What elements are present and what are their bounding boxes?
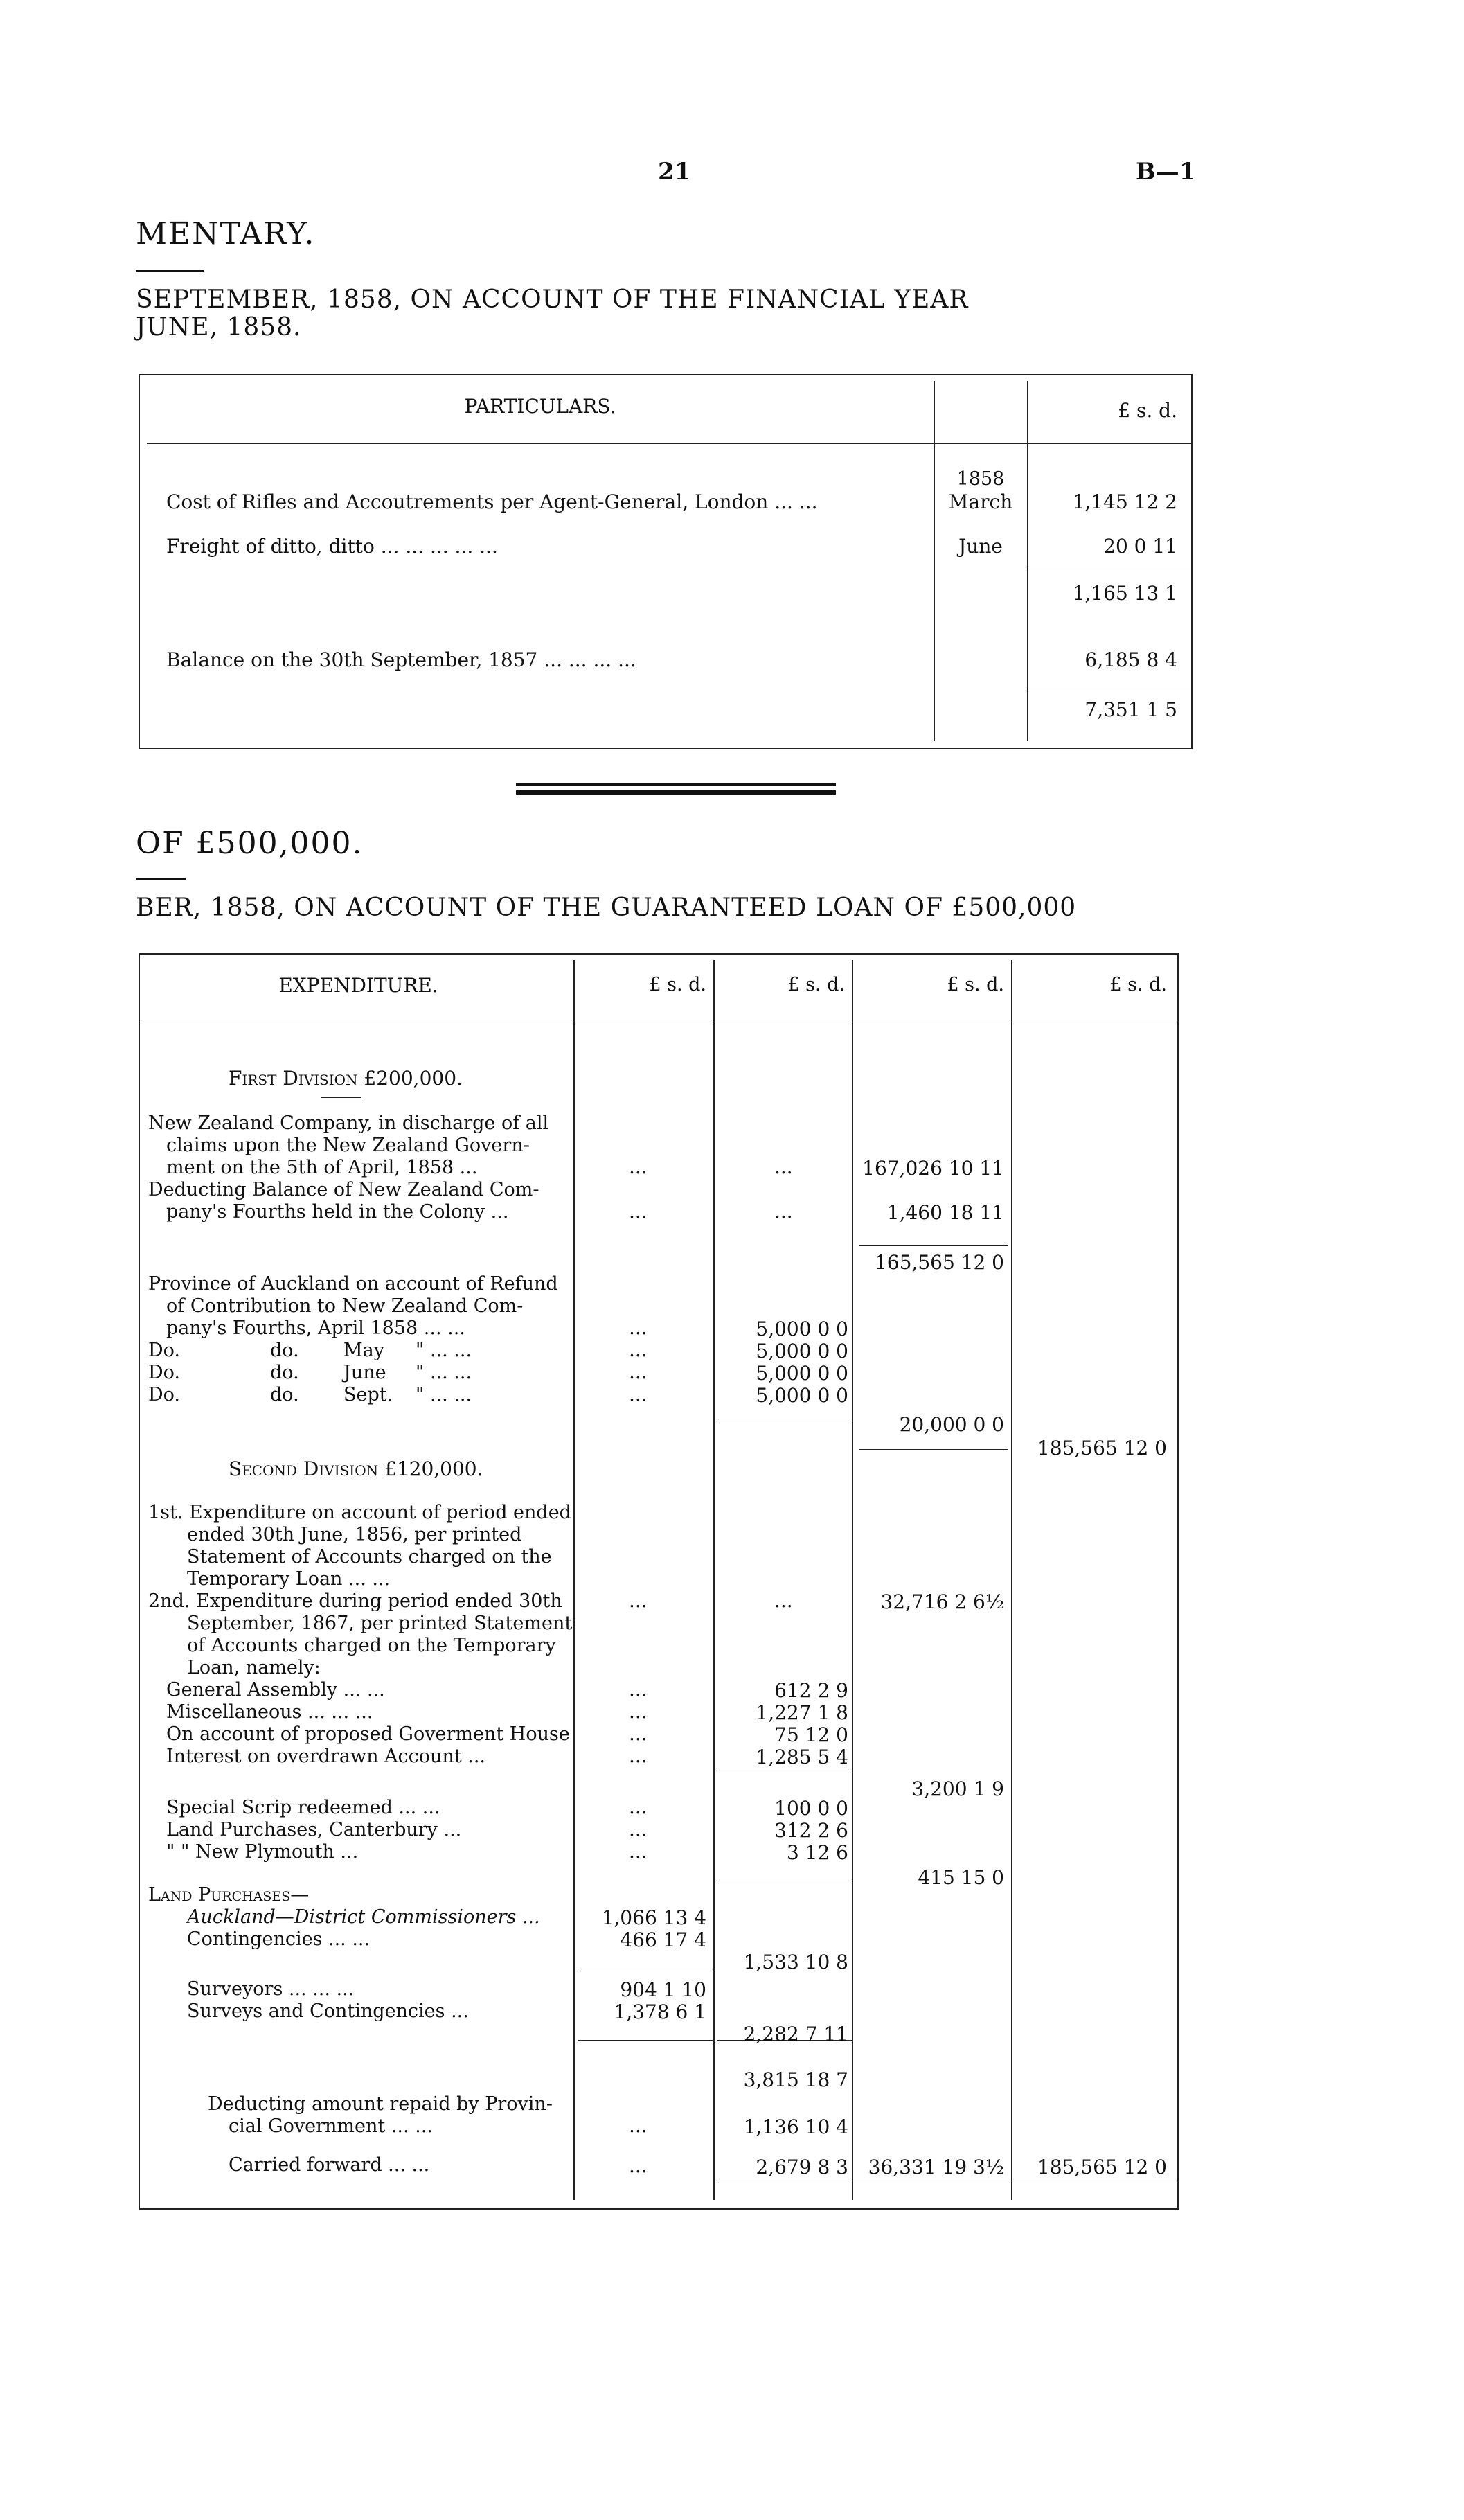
scrip-amount: 100 0 0 (774, 1797, 848, 1820)
s1-line-4: Temporary Loan ... ... (187, 1568, 391, 1590)
auck-may-a: Do. (148, 1340, 181, 1361)
col1-lsd-header: £ s. d. (649, 974, 706, 995)
deduct-amount: 1,460 18 11 (886, 1201, 1004, 1224)
separator-rule-2 (516, 790, 836, 795)
freight-row: Freight of ditto, ditto ... ... ... ... ... (166, 535, 498, 558)
surveys-total: 2,282 7 11 (743, 2023, 848, 2046)
auckland-amount-june: 5,000 0 0 (756, 1362, 848, 1385)
particulars-header: PARTICULARS. (464, 395, 616, 418)
canterbury-amount: 312 2 6 (774, 1819, 848, 1842)
gh-dots: ... (629, 1722, 648, 1745)
s2-line-4: Loan, namely: (187, 1657, 321, 1678)
auck-dots-4: ... (629, 1383, 648, 1405)
s1-dots-col2: ... (774, 1589, 793, 1612)
auck-june-a: Do. (148, 1362, 181, 1383)
carried-col4: 185,565 12 0 (1037, 2156, 1167, 2179)
repaid-line-2: cial Government ... ... (229, 2115, 433, 2137)
auckland-amount-april: 5,000 0 0 (756, 1317, 848, 1340)
balance-row: Balance on the 30th September, 1857 ... ... ... ... (166, 648, 636, 671)
freight-date: June (958, 535, 1003, 558)
page-reference: B—1 (1136, 158, 1196, 186)
land-purchases-heading: Land Purchases— (148, 1884, 310, 1906)
auckland-line-2: of Contribution to New Zealand Com- (166, 1295, 524, 1317)
s1-line-1: 1st. Expenditure on account of period ended (148, 1502, 571, 1523)
misc-dots: ... (629, 1700, 648, 1723)
auck-sept-b: do. (270, 1384, 299, 1405)
miscellaneous-label: Miscellaneous ... ... ... (166, 1701, 373, 1723)
auck-may-d: " ... ... (416, 1340, 472, 1361)
total-amount: 7,351 1 5 (1084, 698, 1177, 721)
col4-lsd-header: £ s. d. (1109, 974, 1167, 995)
contingencies-amount: 466 17 4 (620, 1928, 706, 1951)
auckland-total: 20,000 0 0 (899, 1413, 1004, 1436)
page-number: 21 (658, 158, 691, 186)
subtotal-amount: 1,165 13 1 (1072, 582, 1177, 605)
sum-total: 3,815 18 7 (743, 2068, 848, 2091)
general-assembly-amount: 612 2 9 (774, 1679, 848, 1702)
auckland-line-1: Province of Auckland on account of Refund (148, 1273, 558, 1295)
repaid-line-1: Deducting amount repaid by Provin- (208, 2093, 553, 2115)
new-plymouth-amount: 3 12 6 (786, 1841, 848, 1864)
rifles-row: Cost of Rifles and Accoutrements per Agent-General, London ... ... (166, 490, 818, 513)
auck-dots-3: ... (629, 1360, 648, 1383)
carried-dots: ... (629, 2154, 648, 2177)
surveys-contingencies-amount: 1,378 6 1 (614, 2000, 706, 2023)
lsd-header: £ s. d. (1118, 399, 1177, 422)
title-rule (136, 270, 204, 272)
auck-sept-c: Sept. (343, 1384, 393, 1405)
auckland-amount-sept: 5,000 0 0 (756, 1384, 848, 1407)
repaid-amount: 1,136 10 4 (743, 2115, 848, 2138)
section2-subtitle: BER, 1858, ON ACCOUNT OF THE GUARANTEED LOAN OF £500,000 (136, 894, 1077, 922)
interest-amount: 1,285 5 4 (756, 1746, 848, 1768)
net-amount: 165,565 12 0 (874, 1251, 1004, 1274)
expenditure-header: EXPENDITURE. (278, 974, 438, 997)
auckland-line-3: pany's Fourths, April 1858 ... ... (166, 1317, 465, 1339)
scrip-dots: ... (629, 1795, 648, 1818)
balance-amount: 6,185 8 4 (1084, 648, 1177, 671)
section2-title: OF £500,000. (136, 826, 364, 861)
s1-amount: 32,716 2 6½ (880, 1590, 1004, 1613)
deduct-dots-col1: ... (629, 1200, 648, 1223)
carried-col2: 2,679 8 3 (756, 2156, 848, 2179)
surveyors-amount: 904 1 10 (620, 1978, 706, 2001)
interest-label: Interest on overdrawn Account ... (166, 1746, 486, 1767)
carried-col3: 36,331 19 3½ (868, 2156, 1004, 2179)
year-1858: 1858 (956, 468, 1005, 490)
contingencies-label: Contingencies ... ... (187, 1928, 371, 1950)
s2-line-3: of Accounts charged on the Temporary (187, 1635, 556, 1656)
first-division-heading: First Division £200,000. (229, 1067, 463, 1090)
scrip-label: Special Scrip redeemed ... ... (166, 1797, 440, 1818)
deduct-line-2: pany's Fourths held in the Colony ... (166, 1201, 509, 1223)
s1-dots-col1: ... (629, 1589, 648, 1612)
new-plymouth-label: " " New Plymouth ... (166, 1841, 359, 1863)
nzc-dots-col1: ... (629, 1155, 648, 1178)
canterbury-label: Land Purchases, Canterbury ... (166, 1819, 462, 1840)
s2-line-2: September, 1867, per printed Statement (187, 1613, 573, 1634)
freight-amount: 20 0 11 (1103, 535, 1177, 558)
auck-june-d: " ... ... (416, 1362, 472, 1383)
nzc-line-3: ment on the 5th of April, 1858 ... (166, 1157, 478, 1178)
s2-line-1: 2nd. Expenditure during period ended 30th (148, 1590, 562, 1612)
auckland-amount-may: 5,000 0 0 (756, 1340, 848, 1363)
ga-dots: ... (629, 1678, 648, 1701)
section1-subtitle-1: SEPTEMBER, 1858, ON ACCOUNT OF THE FINANCIAL YEAR (136, 285, 969, 314)
interest-dots: ... (629, 1744, 648, 1767)
surveyors-label: Surveyors ... ... ... (187, 1978, 355, 2000)
miscellaneous-amount: 1,227 1 8 (756, 1701, 848, 1724)
plymouth-dots: ... (629, 1840, 648, 1863)
nzc-line-1: New Zealand Company, in discharge of all (148, 1112, 549, 1134)
nzc-amount: 167,026 10 11 (862, 1157, 1004, 1180)
scrip-total: 415 15 0 (918, 1866, 1004, 1889)
auckland-commissioners-amount: 1,066 13 4 (601, 1906, 706, 1929)
canterbury-dots: ... (629, 1818, 648, 1840)
government-house-amount: 75 12 0 (774, 1723, 848, 1746)
second-division-heading: Second Division £120,000. (229, 1457, 483, 1480)
auck-may-b: do. (270, 1340, 299, 1361)
col2-lsd-header: £ s. d. (787, 974, 845, 995)
government-house-label: On account of proposed Goverment House (166, 1723, 570, 1745)
loan-total: 3,200 1 9 (911, 1777, 1004, 1800)
nzc-line-2: claims upon the New Zealand Govern- (166, 1135, 530, 1156)
rifles-date: March (948, 490, 1013, 513)
repaid-dots: ... (629, 2114, 648, 2137)
auck-june-c: June (343, 1362, 386, 1383)
auck-june-b: do. (270, 1362, 299, 1383)
surveys-contingencies-label: Surveys and Contingencies ... (187, 2000, 469, 2022)
rifles-amount: 1,145 12 2 (1072, 490, 1177, 513)
auck-may-c: May (343, 1340, 384, 1361)
separator-rule-1 (516, 783, 836, 786)
nzc-dots-col2: ... (774, 1155, 793, 1178)
auck-sept-d: " ... ... (416, 1384, 472, 1405)
s1-line-3: Statement of Accounts charged on the (187, 1546, 552, 1568)
general-assembly-label: General Assembly ... ... (166, 1679, 385, 1701)
auck-dots-1: ... (629, 1316, 648, 1339)
first-division-total: 185,565 12 0 (1037, 1437, 1167, 1459)
deduct-line-1: Deducting Balance of New Zealand Com- (148, 1179, 539, 1200)
s1-line-2: ended 30th June, 1856, per printed (187, 1524, 522, 1545)
col3-lsd-header: £ s. d. (947, 974, 1004, 995)
auckland-commissioners-label: Auckland—District Commissioners ... (187, 1906, 540, 1928)
auck-sept-a: Do. (148, 1384, 181, 1405)
carried-forward-label: Carried forward ... ... (229, 2154, 430, 2176)
section1-title: MENTARY. (136, 216, 316, 251)
land-total: 1,533 10 8 (743, 1951, 848, 1973)
auck-dots-2: ... (629, 1338, 648, 1361)
deduct-dots-col2: ... (774, 1200, 793, 1223)
section1-subtitle-2: JUNE, 1858. (136, 313, 302, 341)
title-rule-2 (136, 878, 186, 880)
